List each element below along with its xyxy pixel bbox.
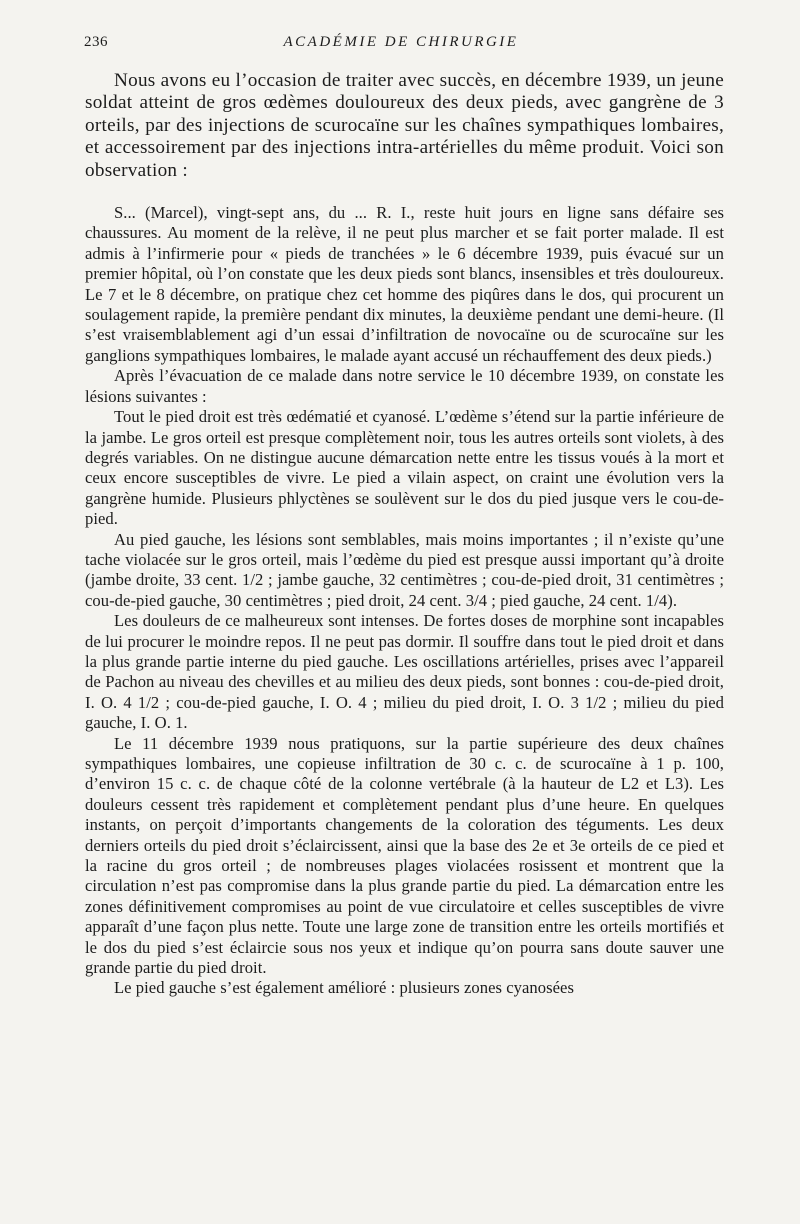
observation-paragraph: Après l’évacuation de ce malade dans notre service le 10 décembre 1939, on constate les lésions suivantes : [85,366,724,406]
observation-paragraph: S... (Marcel), vingt-sept ans, du ... R. I., reste huit jours en ligne sans défaire ses chaussures. Au moment de la relève, il ne peut plus marcher et se fait porter malade. Il est admis à l’infirmerie pour « pieds de tranchées » le 6 décembre 1939, puis évacué sur un premier hôpital, où l’on constate que les deux pieds sont blancs, insensibles et très douloureux. Le 7 et le 8 décembre, on pratique chez cet homme des piqûres dans le dos, qui procurent un soulagement rapide, la première pendant dix minutes, la deuxième pendant une demi-heure. (Il s’est vraisemblablement agi d’un essai d’infiltration de novocaïne ou de scurocaïne sur les ganglions sympathiques lombaires, le malade ayant accusé un réchauffement des deux pieds.) [85,203,724,365]
observation-paragraph: Tout le pied droit est très œdématié et cyanosé. L’œdème s’étend sur la partie inférieure de la jambe. Le gros orteil est presque complètement noir, tous les autres orteils sont violets, à des degrés variables. On ne distingue aucune démarcation nette entre les tissus voués à la mort et ceux encore susceptibles de vivre. Le pied a vilain aspect, on craint une évolution vers la gangrène humide. Plusieurs phlyctènes se soulèvent sur le dos du pied jusque vers le cou-de-pied. [85,407,724,529]
intro-paragraph: Nous avons eu l’occasion de traiter avec succès, en décembre 1939, un jeune soldat atteint de gros œdèmes douloureux des deux pieds, avec gangrène de 3 orteils, par des injections de scurocaïne sur les chaînes sympathiques lombaires, et accessoirement par des injections intra-artérielles du même produit. Voici son observation : [85,70,724,181]
observation-paragraph: Le 11 décembre 1939 nous pratiquons, sur la partie supérieure des deux chaînes sympathiques lombaires, une copieuse infiltration de 30 c. c. de scurocaïne à 1 p. 100, d’environ 15 c. c. de chaque côté de la colonne vertébrale (à la hauteur de L2 et L3). Les douleurs cessent très rapidement et complètement pendant plus d’une heure. En quelques instants, on perçoit d’importants changements de la coloration des téguments. Les deux derniers orteils du pied droit s’éclaircissent, ainsi que la base des 2e et 3e orteils de ce pied et la racine du gros orteil ; de nombreuses plages violacées rosissent et montrent que la circulation n’est pas compromise dans la plus grande partie du pied. La démarcation entre les zones définitivement compromises au point de vue circulatoire et celles susceptibles de vivre apparaît d’une façon plus nette. Toute une large zone de transition entre les orteils mortifiés et le dos du pied s’est éclaircie sous nos yeux et indique qu’on pourra sans doute sauver une grande partie du pied droit. [85,733,724,978]
observation-paragraph: Les douleurs de ce malheureux sont intenses. De fortes doses de morphine sont incapables de lui procurer le moindre repos. Il ne peut pas dormir. Il souffre dans tout le pied droit et dans la plus grande partie interne du pied gauche. Les oscillations artérielles, prises avec l’appareil de Pachon au niveau des chevilles et au milieu des deux pieds, sont bonnes : cou-de-pied droit, I. O. 4 1/2 ; cou-de-pied gauche, I. O. 4 ; milieu du pied droit, I. O. 3 1/2 ; milieu du pied gauche, I. O. 1. [85,611,724,733]
page-header [84,34,718,56]
page-number: 236 [84,34,108,50]
observation-paragraph: Au pied gauche, les lésions sont semblables, mais moins importantes ; il n’existe qu’une tache violacée sur le gros orteil, mais l’œdème du pied est presque aussi important qu’à droite (jambe droite, 33 cent. 1/2 ; jambe gauche, 32 centimètres ; cou-de-pied droit, 31 centimètres ; cou-de-pied gauche, 30 centimètres ; pied droit, 24 cent. 3/4 ; pied gauche, 24 cent. 1/4). [85,529,724,610]
running-title: ACADÉMIE DE CHIRURGIE [283,34,519,50]
body-text [85,70,724,999]
observation-paragraph: Le pied gauche s’est également amélioré : plusieurs zones cyanosées [114,978,574,998]
